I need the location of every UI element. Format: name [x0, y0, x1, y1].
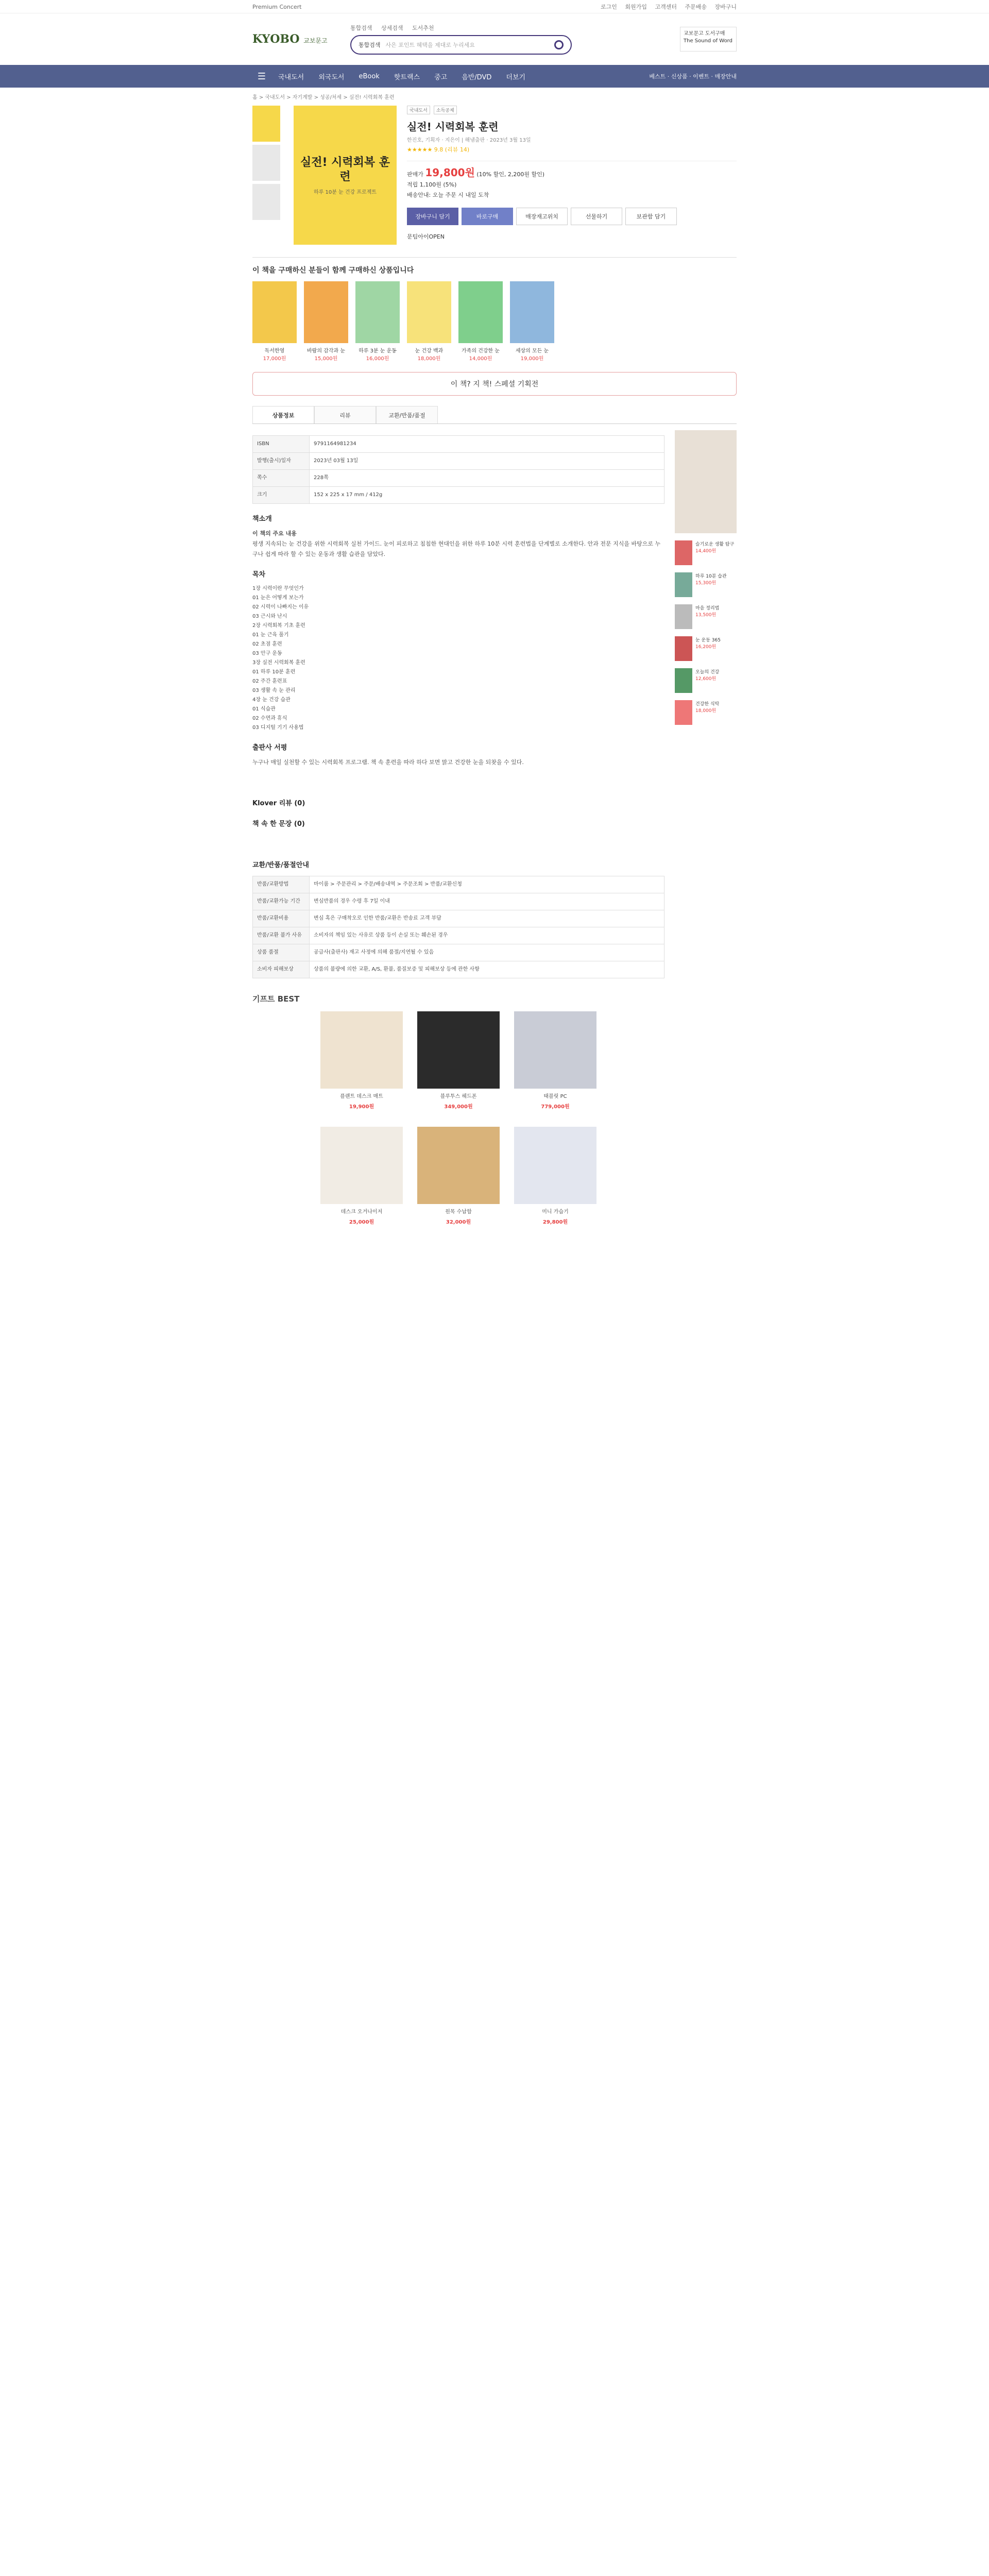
book-cover[interactable] [294, 106, 397, 245]
side-book[interactable]: 눈 운동 365 16,200원 [675, 636, 737, 661]
intro-heading: 이 책의 주요 내용 [252, 530, 297, 537]
thumbnail[interactable] [252, 106, 280, 142]
header-right [680, 27, 737, 52]
reco-item[interactable]: 바람의 감각과 눈 15,000원 [304, 281, 348, 362]
toc-title: 목차 [252, 571, 266, 579]
reco-item[interactable]: 눈 건강 백과 18,000원 [407, 281, 451, 362]
review-title: Klover 리뷰 (0) [252, 800, 305, 807]
thumbnail[interactable] [252, 145, 280, 181]
logo-sub: 교보문고 [303, 37, 328, 44]
login-link[interactable]: 로그인 [601, 4, 617, 10]
side-book[interactable]: 건강한 식탁 18,000원 [675, 700, 737, 725]
nav-item-used[interactable]: 중고 [434, 73, 448, 81]
delivery-info: 배송안내: 오늘 주문 시 내일 도착 [407, 192, 489, 198]
service-link[interactable]: 고객센터 [655, 4, 677, 10]
reco-item[interactable]: 세상의 모든 눈 19,000원 [510, 281, 554, 362]
header [0, 13, 989, 65]
gift-item[interactable]: 태블릿 PC 779,000원 [514, 1011, 596, 1112]
buy-now-button[interactable]: 바로구매 [462, 208, 513, 225]
gift-item[interactable]: 데스크 오거나이저 25,000원 [320, 1127, 403, 1228]
rating[interactable]: ★★★★★ 9.8 (리뷰 14) [407, 146, 470, 153]
detail-main [252, 430, 664, 1228]
point-info: 적립 1,100원 (5%) [407, 181, 457, 188]
gift-item[interactable]: 미니 가습기 29,800원 [514, 1127, 596, 1228]
side-ad-banner[interactable] [675, 430, 737, 533]
detail-body [252, 430, 737, 1228]
reco-list [252, 281, 737, 362]
cover-title: 실전! 시력회복 훈련 [300, 156, 390, 183]
gift-best-grid [252, 1011, 664, 1228]
search-tabs [350, 24, 572, 32]
content [252, 88, 737, 1228]
side-book[interactable]: 마음 정리법 13,500원 [675, 604, 737, 629]
nav-item-more[interactable]: 더보기 [506, 73, 526, 81]
promo-banner[interactable]: 이 책? 지 책! 스페셜 기획전 [252, 372, 737, 396]
detail-tabs [252, 406, 737, 424]
product-title: 실전! 시력회복 훈련 [407, 121, 499, 133]
side-column [675, 430, 737, 1228]
cover-subtitle: 하루 10분 눈 건강 프로젝트 [313, 189, 377, 195]
pub-review-title: 출판사 서평 [252, 744, 287, 752]
gift-item[interactable]: 플랜트 데스크 매트 19,900원 [320, 1011, 403, 1112]
search-input[interactable] [350, 35, 572, 55]
global-nav [0, 65, 989, 88]
gift-item[interactable]: 원목 수납함 32,000원 [417, 1127, 500, 1228]
nav-item-domestic[interactable]: 국내도서 [278, 73, 304, 81]
search-placeholder: 사은 포인트 혜택을 제대로 누리세요 [385, 42, 475, 48]
price-block [407, 161, 737, 200]
topbar-links [594, 3, 737, 11]
logo[interactable] [252, 32, 330, 46]
reco-item[interactable]: 가족의 건강한 눈 14,000원 [458, 281, 503, 362]
topbar [0, 0, 989, 13]
thumbnail[interactable] [252, 184, 280, 220]
side-book[interactable]: 슬기로운 생활 탐구 14,400원 [675, 540, 737, 565]
pub-review-text: 누구나 매일 실천할 수 있는 시력회복 프로그램. 책 속 훈련을 따라 하다 보면 맑고 건강한 눈을 되찾을 수 있다. [252, 759, 524, 766]
product-area [252, 106, 737, 245]
search-box [350, 24, 572, 55]
product-meta[interactable]: 한진호, 기획자 · 지은이 | 해냄출판 · 2023년 3월 13일 [407, 138, 531, 143]
tab-info[interactable]: 상품정보 [252, 406, 314, 423]
store-open-label[interactable]: 문팀아이OPEN [407, 233, 445, 240]
product-info [407, 106, 737, 245]
toc-text: 1장 시력이란 무엇인가 01 눈은 어떻게 보는가 02 시력이 나빠지는 이유 03 근시와 난시 2장 시력회복 기초 훈련 01 눈 근육 풀기 02 초점 훈련 03 안구 운동 3장 실전 시력회복 훈련 01 하루 10분 훈련 02 주간 훈련표 03 생활 속 눈 관리 4장 눈 건강 습관 01 식습관 02 수면과 휴식 03 디지털 기기 사용법 [252, 586, 309, 731]
thumbnail-list [252, 106, 283, 245]
reco-section [252, 257, 737, 362]
nav-item-foreign[interactable]: 외국도서 [318, 73, 345, 81]
breadcrumb[interactable]: 홈 > 국내도서 > 자기계발 > 성공/처세 > 실전! 시력회복 훈련 [252, 95, 395, 100]
order-link[interactable]: 주문배송 [685, 4, 707, 10]
topbar-promo-link[interactable]: Premium Concert [252, 3, 302, 10]
price-label: 판매가 [407, 171, 423, 178]
search-icon[interactable] [554, 40, 564, 49]
price: 19,800원 [425, 166, 475, 179]
badge: 국내도서 [407, 106, 430, 114]
tab-review[interactable]: 리뷰 [314, 406, 376, 423]
gift-item[interactable]: 블루투스 헤드폰 349,000원 [417, 1011, 500, 1112]
store-stock-button[interactable]: 매장재고위치 [516, 208, 568, 225]
menu-icon[interactable]: ☰ [257, 71, 266, 82]
spec-table: ISBN 9791164981234 발행(출시)일자 2023년 03월 13일 쪽수 228쪽 크기 152 x 225 x 17 mm / 412g [252, 435, 664, 504]
intro-title: 책소개 [252, 515, 272, 523]
sentence-title: 책 속 한 문장 (0) [252, 820, 305, 828]
search-tab-detail[interactable]: 상세검색 [381, 25, 403, 31]
nav-item-hottracks[interactable]: 핫트랙스 [394, 73, 420, 81]
action-buttons [407, 208, 737, 225]
cart-button[interactable]: 장바구니 담기 [407, 208, 458, 225]
search-scope-select[interactable]: 통합검색 [359, 42, 381, 48]
wishlist-button[interactable]: 보관함 담기 [625, 208, 677, 225]
search-tab-reco[interactable]: 도서추천 [412, 25, 434, 31]
exchange-title: 교환/반품/품절안내 [252, 861, 309, 869]
exchange-table: 반품/교환방법 마이룸 > 주문관리 > 주문/배송내역 > 주문조회 > 반품/교환신청 반품/교환가능 기간 변심반품의 경우 수령 후 7일 이내 반품/교환비용 변심 혹은 구매착오로 인한 반품/교환은 반송료 고객 부담 반품/교환 불가 사유 소비자의 책임 있는 사유로 상품 등이 손실 또는 훼손된 경우 상품 품절 공급사(출판사) 재고 사정에 의해 품절/지연될 수 있음 소비자 피해보상 상품의 불량에 의한 교환, A/S, 환불, 품질보증 및 피해보상 등에 관한 사항 [252, 876, 664, 978]
nav-item-ebook[interactable]: eBook [359, 72, 380, 80]
logo-text: KYOBO [252, 32, 300, 46]
header-promo-banner[interactable]: 교보문고 도서구매 The Sound of Word [680, 27, 737, 52]
side-book[interactable]: 오늘의 건강 12,600원 [675, 668, 737, 693]
intro-text: 평생 지속되는 눈 건강을 위한 시력회복 실천 가이드. 눈이 피로하고 침침한 현대인을 위한 하루 10분 시력 훈련법을 단계별로 소개한다. 안과 전문 지식을 바탕으로 누구나 쉽게 따라 할 수 있는 운동과 생활 습관을 담았다. [252, 540, 661, 557]
nav-right-links[interactable]: 베스트 · 신상품 · 이벤트 · 매장안내 [649, 73, 737, 80]
gift-best-title: 기프트 BEST [252, 994, 300, 1004]
tab-exchange[interactable]: 교환/반품/품절 [376, 406, 438, 423]
search-tab-all[interactable]: 통합검색 [350, 25, 372, 31]
cart-link[interactable]: 장바구니 [714, 4, 737, 10]
discount: (10% 할인, 2,200원 할인) [476, 171, 545, 178]
nav-item-music[interactable]: 음반/DVD [462, 73, 492, 81]
signup-link[interactable]: 회원가입 [625, 4, 647, 10]
side-book[interactable]: 하루 10분 습관 15,300원 [675, 572, 737, 597]
reco-item[interactable]: 독서한영 17,000원 [252, 281, 297, 362]
reco-title: 이 책을 구매하신 분들이 함께 구매하신 상품입니다 [252, 266, 414, 275]
badge: 소득공제 [434, 106, 457, 114]
gift-button[interactable]: 선물하기 [571, 208, 622, 225]
reco-item[interactable]: 하루 3분 눈 운동 16,000원 [355, 281, 400, 362]
